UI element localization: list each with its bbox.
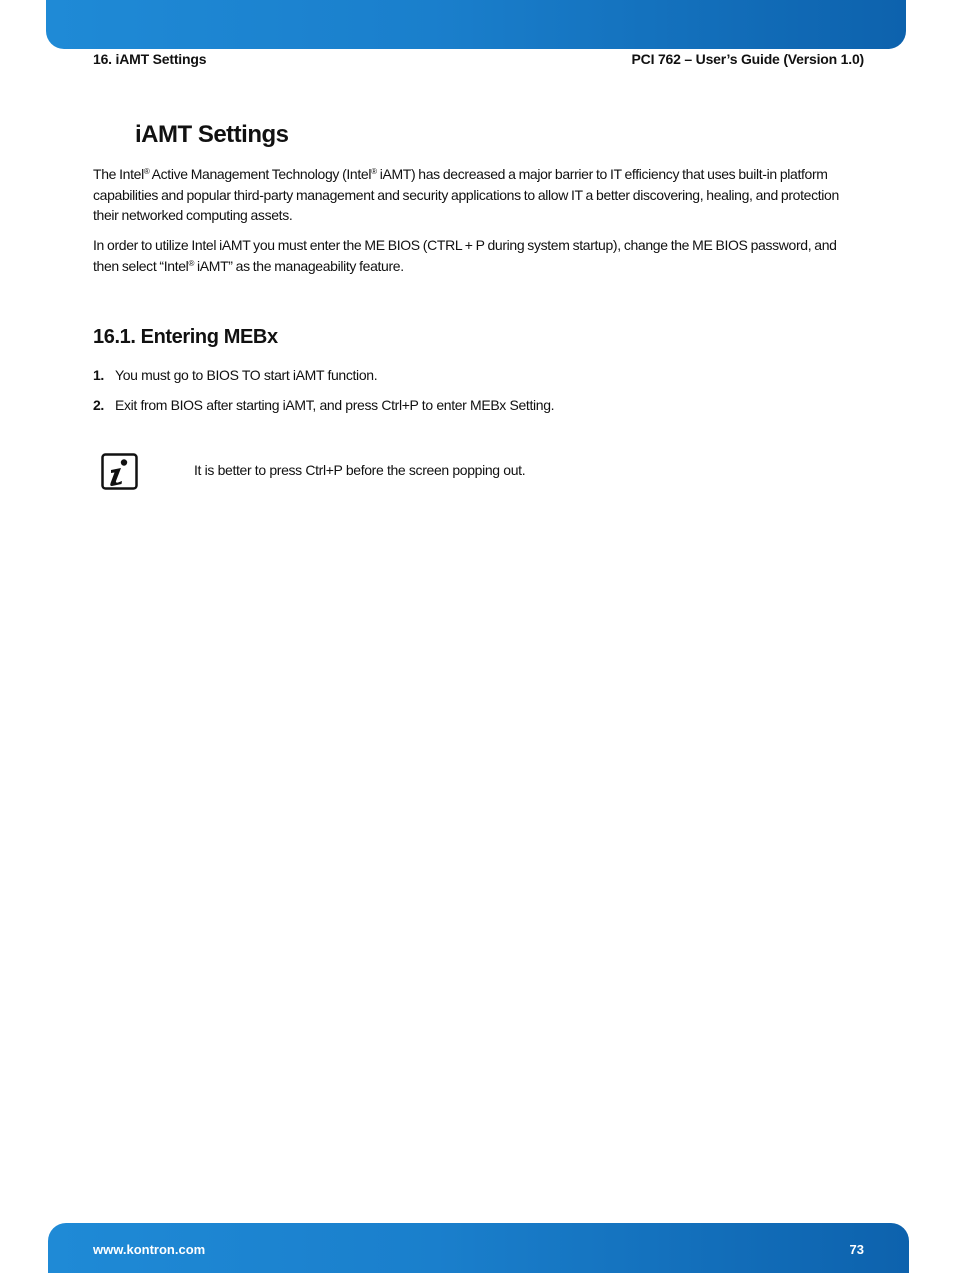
intro-paragraph-2: In order to utilize Intel iAMT you must enter the ME BIOS (CTRL + P during system startup), change the ME BIOS password, and then select “Intel® iAMT” as the manageability feature. (93, 237, 837, 274)
list-item (93, 397, 554, 413)
registered-mark: ® (143, 167, 150, 176)
info-icon (101, 453, 138, 490)
intro-paragraph-1: The Intel® Active Management Technology (Intel® iAMT) has decreased a major barrier to IT efficiency that uses built-in platform capabilities and popular third-party management and security applications to allow IT a better discovering, healing, and protection their networked computing assets. (93, 166, 839, 223)
step-number: 1. (93, 367, 104, 383)
step-text: Exit from BIOS after starting iAMT, and press Ctrl+P to enter MEBx Setting. (115, 397, 555, 413)
section-title: 16.1. Entering MEBx (93, 326, 278, 348)
footer-website: www.kontron.com (93, 1242, 206, 1257)
list-item (93, 367, 377, 383)
header-doc-title: PCI 762 – User’s Guide (Version 1.0) (631, 51, 864, 67)
registered-mark: ® (371, 167, 377, 176)
registered-mark: ® (188, 258, 194, 268)
step-text: You must go to BIOS TO start iAMT function. (115, 367, 378, 383)
note-text: It is better to press Ctrl+P before the screen popping out. (194, 462, 526, 478)
page-title: iAMT Settings (135, 121, 289, 148)
page-number: 73 (849, 1242, 864, 1257)
header-section: 16. iAMT Settings (93, 51, 207, 67)
header-band (46, 0, 906, 49)
step-number: 2. (93, 397, 104, 413)
